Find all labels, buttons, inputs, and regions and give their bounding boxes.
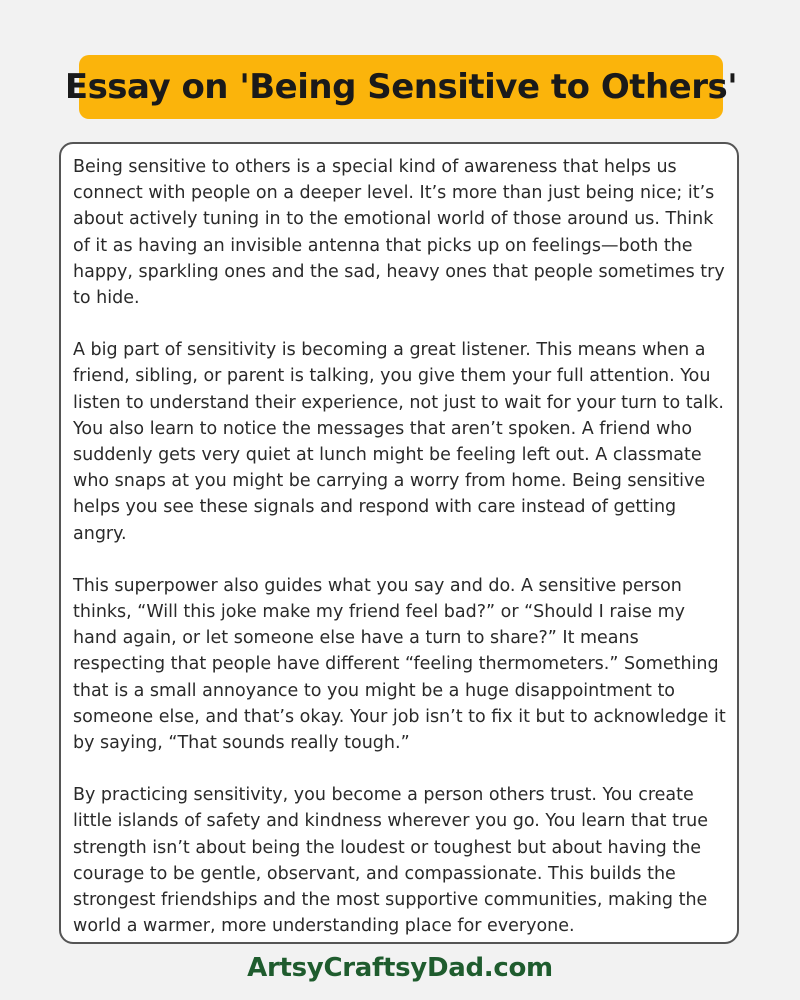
essay-box bbox=[59, 142, 739, 944]
essay-paragraph-3: This superpower also guides what you say and do. A sensitive person thinks, “Will this joke make my friend feel bad?” or “Should I raise my hand again, or let someone else have a turn to share?” It means respecting that people have different “feeling thermometers.” Something that is a small annoyance to you might be a huge disappointment to someone else, and that’s okay. Your job isn’t to fix it but to acknowledge it by saying, “That sounds really tough.” bbox=[73, 575, 726, 754]
page-title: Essay on 'Being Sensitive to Others' bbox=[64, 67, 738, 107]
footer-website: ArtsyCraftsyDad.com bbox=[247, 953, 553, 983]
essay-paragraph-4: By practicing sensitivity, you become a person others trust. You create little islands of safety and kindness wherever you go. You learn that true strength isn’t about being the loudest or toughest but about having the courage to be gentle, observant, and compassionate. This builds the strongest friendships and the most supportive communities, making the world a warmer, more understanding place for everyone. bbox=[73, 785, 709, 937]
title-banner bbox=[64, 55, 738, 119]
essay-paragraph-2: A big part of sensitivity is becoming a great listener. This means when a friend, sibling, or parent is talking, you give them your full attention. You listen to understand their experience, not just to wait for your turn to talk. You also learn to notice the messages that aren’t spoken. A friend who suddenly gets very quiet at lunch might be feeling left out. A classmate who snaps at you might be carrying a worry from home. Being sensitive helps you see these signals and respond with care instead of getting angry. bbox=[73, 340, 724, 544]
essay-paragraph-1: Being sensitive to others is a special kind of awareness that helps us connect with people on a deeper level. It’s more than just being nice; it’s about actively tuning in to the emotional world of those around us. Think of it as having an invisible antenna that picks up on feelings—both the happy, sparkling ones and the sad, heavy ones that people sometimes try to hide. bbox=[73, 157, 725, 309]
